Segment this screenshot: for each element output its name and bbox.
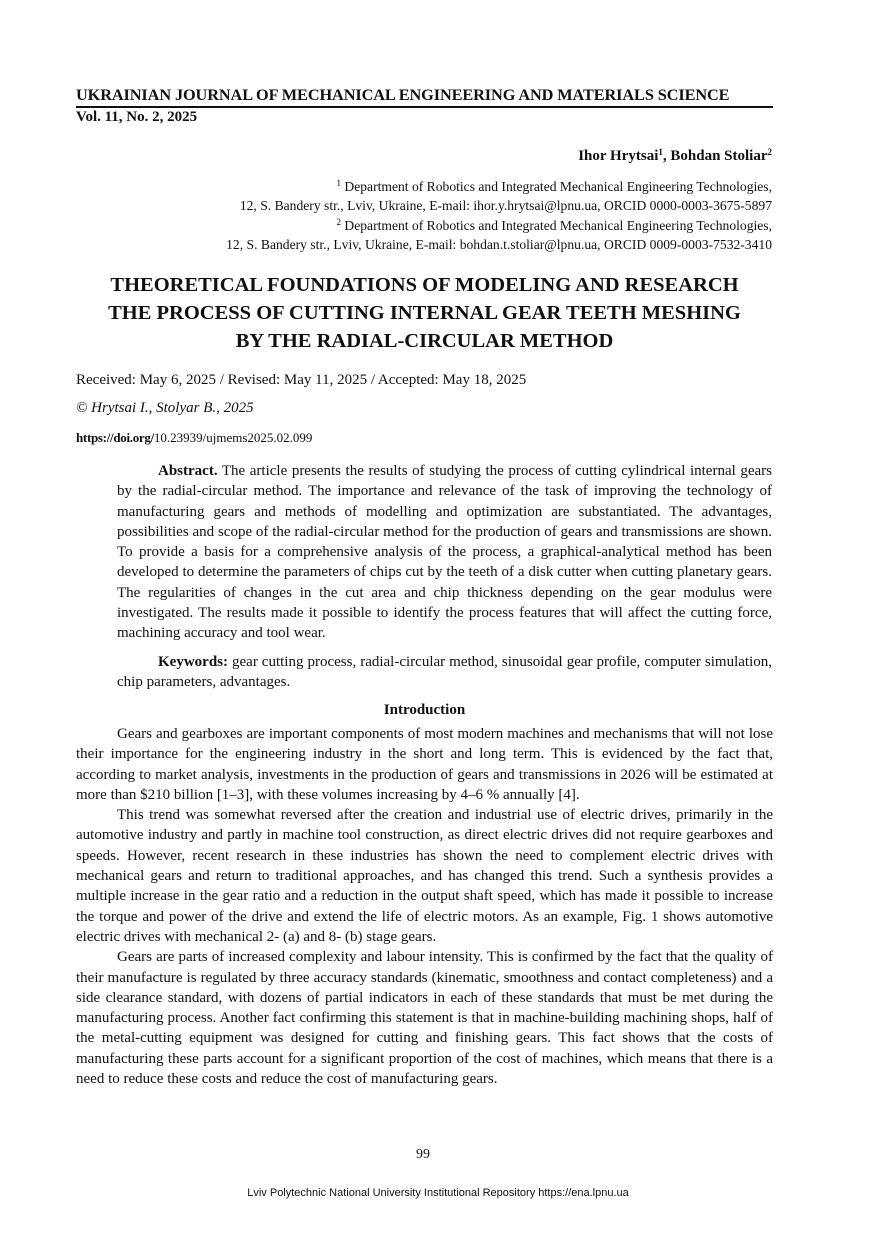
affiliation-sup: 1	[336, 178, 341, 188]
affiliation-text: Department of Robotics and Integrated Mechanical Engineering Technologies,	[340, 217, 772, 233]
doi-id: 10.23939/ujmems2025.02.099	[153, 430, 313, 445]
affiliation-2-line2: 12, S. Bandery str., Lviv, Ukraine, E-mail: bohdan.t.stoliar@lpnu.ua, ORCID 0009-0003-7532-3410	[226, 237, 772, 253]
keywords-label: Keywords:	[158, 654, 228, 670]
paragraph: This trend was somewhat reversed after the creation and industrial use of electric drives, primarily in the automotive industry and partly in machine tool construction, as direct electric drives did not require gearboxes and speeds. However, recent research in these industries has shown the need to complement electric drives with mechanical gears and return to traditional approaches, and has changed this trend. Such a synthesis provides a multiple increase in the gear ratio and a reduction in the output shaft speed, which has made it possible to increase the torque and power of the drive and extend the life of electric motors. As an example, Fig. 1 shows automotive electric drives with mechanical 2- (a) and 8- (b) stage gears.	[76, 807, 773, 945]
introduction-body	[76, 724, 773, 1089]
journal-title: UKRAINIAN JOURNAL OF MECHANICAL ENGINEERING AND MATERIALS SCIENCE	[76, 85, 730, 104]
title-line: THE PROCESS OF CUTTING INTERNAL GEAR TEETH MESHING	[108, 302, 741, 324]
paragraph: Gears and gearboxes are important components of most modern machines and mechanisms that will not lose their importance for the engineering industry in the short and long term. This is evidenced by the fact that, according to market analysis, investments in the production of gears and transmissions in 2026 will be estimated at more than $210 billion [1–3], with these volumes increasing by 4–6 % annually [4].	[76, 726, 773, 803]
header-rule	[76, 106, 773, 108]
keywords	[117, 652, 772, 693]
title-line: BY THE RADIAL-CIRCULAR METHOD	[235, 330, 614, 352]
keywords-text: gear cutting process, radial-circular method, sinusoidal gear profile, computer simulation, chip parameters, advantages.	[117, 654, 772, 691]
section-heading-introduction: Introduction	[383, 702, 466, 718]
affiliation-1-line1	[226, 177, 772, 196]
abstract	[117, 461, 772, 644]
author-1: Ihor Hrytsai	[578, 148, 659, 164]
doi-prefix: https://doi.org/	[76, 430, 154, 445]
affiliation-text: Department of Robotics and Integrated Mechanical Engineering Technologies,	[340, 179, 772, 194]
copyright: © Hrytsai I., Stolyar B., 2025	[76, 400, 254, 416]
doi-link[interactable]	[76, 430, 312, 446]
footer: Lviv Polytechnic National University Institutional Repository https://ena.lpnu.ua	[247, 1187, 629, 1199]
author-2: Bohdan Stoliar	[670, 148, 768, 164]
author-1-sup: 1	[658, 147, 663, 157]
paper-title	[76, 271, 773, 355]
affiliation-1-line2: 12, S. Bandery str., Lviv, Ukraine, E-mail: ihor.y.hrytsai@lpnu.ua, ORCID 0000-0003-3675-5897	[239, 198, 772, 214]
volume-info: Vol. 11, No. 2, 2025	[76, 109, 198, 125]
submission-dates: Received: May 6, 2025 / Revised: May 11, 2025 / Accepted: May 18, 2025	[76, 372, 527, 388]
author-separator: ,	[662, 148, 671, 164]
title-line: THEORETICAL FOUNDATIONS OF MODELING AND RESEARCH	[110, 274, 739, 296]
affiliation-2-line1	[226, 216, 772, 235]
author-2-sup: 2	[767, 147, 772, 157]
paragraph: Gears are parts of increased complexity and labour intensity. This is confirmed by the fact that the quality of their manufacture is regulated by three accuracy standards (kinematic, smoothness and contact completeness) and a side clearance standard, with dozens of partial indicators in each of these standards that must be met during the manufacturing process. Another fact confirming this statement is that in machine-building machining shops, half of the metal-cutting equipment was designed for cutting and finishing gears. This fact shows that the costs of manufacturing these parts account for a significant proportion of the cost of machines, which means that there is a need to reduce these costs and reduce the cost of manufacturing gears.	[76, 949, 773, 1088]
abstract-text: The article presents the results of studying the process of cutting cylindrical internal gears by the radial-circular method. The importance and relevance of the task of improving the technology of manufacturing gears and methods of modelling and optimization are substantiated. The advantages, possibilities and scope of the radial-circular method for the production of gears and transmissions are shown. To provide a basis for a comprehensive analysis of the process, a graphical-analytical method has been developed to determine the parameters of chips cut by the teeth of a disk cutter when cutting planetary gears. The regularities of changes in the cut area and chip thickness depending on the gear modulus were investigated. The results made it possible to identify the process features that will affect the cutting force, machining accuracy and tool wear.	[117, 463, 772, 642]
affiliation-sup: 2	[336, 216, 341, 227]
authors	[578, 148, 772, 165]
page-number: 99	[416, 1147, 430, 1162]
abstract-label: Abstract.	[158, 463, 218, 479]
affiliations	[226, 177, 772, 255]
